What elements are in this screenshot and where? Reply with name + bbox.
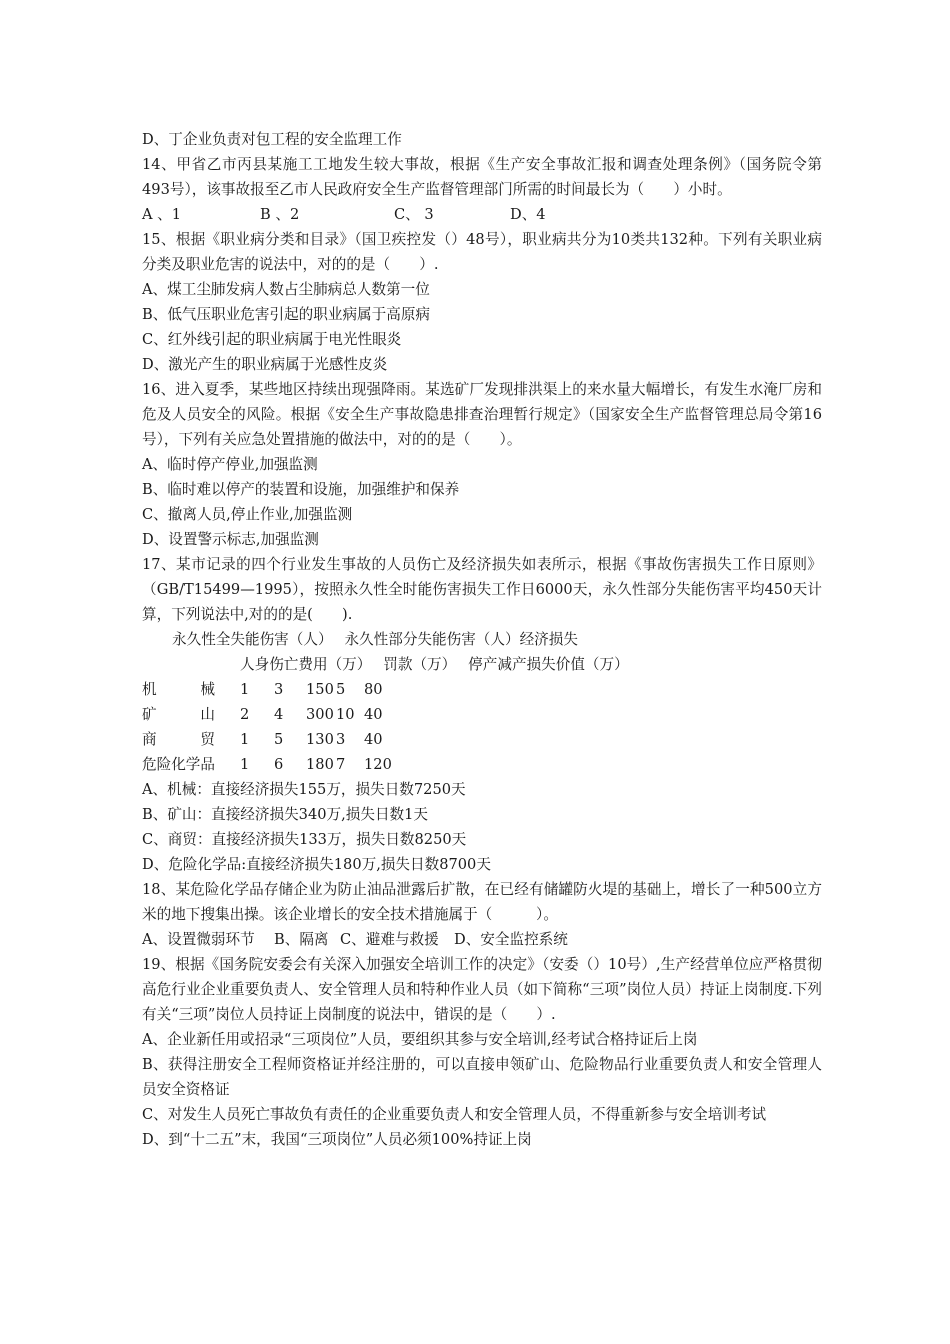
q18-option-d: D、安全监控系统: [454, 931, 568, 948]
q16-option-c: C、撤离人员,停止作业,加强监测: [142, 506, 353, 523]
table-row: [142, 702, 822, 727]
q17-option-b: B、矿山：直接经济损失340万,损失日数1天: [142, 806, 429, 823]
table-cell: 40: [364, 706, 383, 723]
q17-option-d: D、危险化学品:直接经济损失180万,损失日数8700天: [142, 856, 491, 873]
table-cell: 3: [336, 731, 346, 748]
table-cell: 300: [306, 706, 334, 723]
table-cell: 3: [274, 681, 284, 698]
q15-option-a: A、煤工尘肺发病人数占尘肺病总人数第一位: [142, 281, 430, 298]
table-header-row-2: 人身伤亡费用（万） 罚款（万） 停产减产损失价值（万）: [240, 656, 629, 673]
q16-option-d: D、设置警示标志,加强监测: [142, 531, 319, 548]
q18-option-a: A、设置微弱环节: [142, 931, 255, 948]
q14-option-b: B 、2: [260, 206, 300, 223]
q17-option-c: C、商贸：直接经济损失133万，损失日数8250天: [142, 831, 467, 848]
q18-option-c: C、避难与救援: [340, 931, 439, 948]
table-cell: 5: [336, 681, 346, 698]
q15-option-c: C、红外线引起的职业病属于电光性眼炎: [142, 331, 402, 348]
table-cell: 机 械: [142, 681, 215, 698]
question-18: 18、某危险化学品存储企业为防止油品泄露后扩散，在已经有储罐防火堤的基础上，增长了一种500立方米的地下搜集出操。该企业增长的安全技术措施属于（ ）。: [142, 881, 822, 923]
question-17: 17、某市记录的四个行业发生事故的人员伤亡及经济损失如表所示，根据《事故伤害损失工作日原则》（GB/T15499—1995），按照永久性全时能伤害损失工作日6000天，永久性部分失能伤害平均450天计算，下列说法中,对的的是( ).: [142, 556, 822, 623]
question-19: 19、根据《国务院安委会有关深入加强安全培训工作的决定》（安委（）10号）,生产经营单位应严格贯彻高危行业企业重要负责人、安全管理人员和特种作业人员（如下简称“三项”岗位人员）持证上岗制度.下列有关“三项”岗位人员持证上岗制度的说法中，错误的是（ ）.: [142, 956, 822, 1023]
table-cell: 1: [240, 756, 250, 773]
q14-option-d: D、4: [510, 206, 546, 223]
table-row: [142, 752, 822, 777]
q19-option-a: A、企业新任用或招录“三项岗位”人员，要组织其参与安全培训,经考试合格持证后上岗: [142, 1031, 698, 1048]
table-cell: 7: [336, 756, 346, 773]
table-cell: 130: [306, 731, 334, 748]
q16-option-b: B、临时难以停产的装置和设施，加强维护和保养: [142, 481, 460, 498]
table-cell: 4: [274, 706, 284, 723]
question-16: 16、进入夏季，某些地区持续出现强降雨。某选矿厂发现排洪渠上的来水量大幅增长，有发生水淹厂房和危及人员安全的风险。根据《安全生产事故隐患排查治理暂行规定》（国家安全生产监督管理总局令第16号），下列有关应急处置措施的做法中，对的的是（ ）。: [142, 381, 822, 448]
q14-option-c: C、 3: [394, 206, 434, 223]
table-cell: 1: [240, 681, 250, 698]
question-18-options: [142, 927, 822, 952]
q13-option-d: D、丁企业负责对包工程的安全监理工作: [142, 131, 402, 148]
question-14-options: [142, 202, 822, 227]
question-15: 15、根据《职业病分类和目录》（国卫疾控发（）48号），职业病共分为10类共132种。下列有关职业病分类及职业危害的说法中，对的的是（ ）.: [142, 231, 822, 273]
table-cell: 150: [306, 681, 334, 698]
table-cell: 矿 山: [142, 706, 215, 723]
table-cell: 180: [306, 756, 334, 773]
document-body: [142, 127, 822, 1152]
table-cell: 120: [364, 756, 392, 773]
table-cell: 6: [274, 756, 284, 773]
table-cell: 10: [336, 706, 355, 723]
q19-option-c: C、对发生人员死亡事故负有责任的企业重要负责人和安全管理人员，不得重新参与安全培训考试: [142, 1106, 767, 1123]
q18-option-b: B、隔离: [274, 931, 329, 948]
q19-option-b: B、获得注册安全工程师资格证并经注册的，可以直接申领矿山、危险物品行业重要负责人和安全管理人员安全资格证: [142, 1056, 822, 1098]
table-cell: 商 贸: [142, 731, 215, 748]
table-header-row-1: 永久性全失能伤害（人） 永久性部分失能伤害（人）经济损失: [172, 631, 578, 648]
table-cell: 80: [364, 681, 383, 698]
q19-option-d: D、到“十二五”末，我国“三项岗位”人员必须100%持证上岗: [142, 1131, 532, 1148]
q15-option-d: D、激光产生的职业病属于光感性皮炎: [142, 356, 388, 373]
table-cell: 1: [240, 731, 250, 748]
table-row: [142, 677, 822, 702]
table-cell: 2: [240, 706, 250, 723]
table-cell: 40: [364, 731, 383, 748]
q16-option-a: A、临时停产停业,加强监测: [142, 456, 318, 473]
table-cell: 危险化学品: [142, 756, 215, 773]
q17-option-a: A、机械：直接经济损失155万，损失日数7250天: [142, 781, 466, 798]
q14-option-a: A 、1: [142, 206, 182, 223]
q15-option-b: B、低气压职业危害引起的职业病属于高原病: [142, 306, 431, 323]
question-14: 14、甲省乙市丙县某施工工地发生较大事故，根据《生产安全事故汇报和调查处理条例》（国务院令第493号），该事故报至乙市人民政府安全生产监督管理部门所需的时间最长为（ ）小时。: [142, 156, 822, 198]
table-cell: 5: [274, 731, 284, 748]
table-row: [142, 727, 822, 752]
